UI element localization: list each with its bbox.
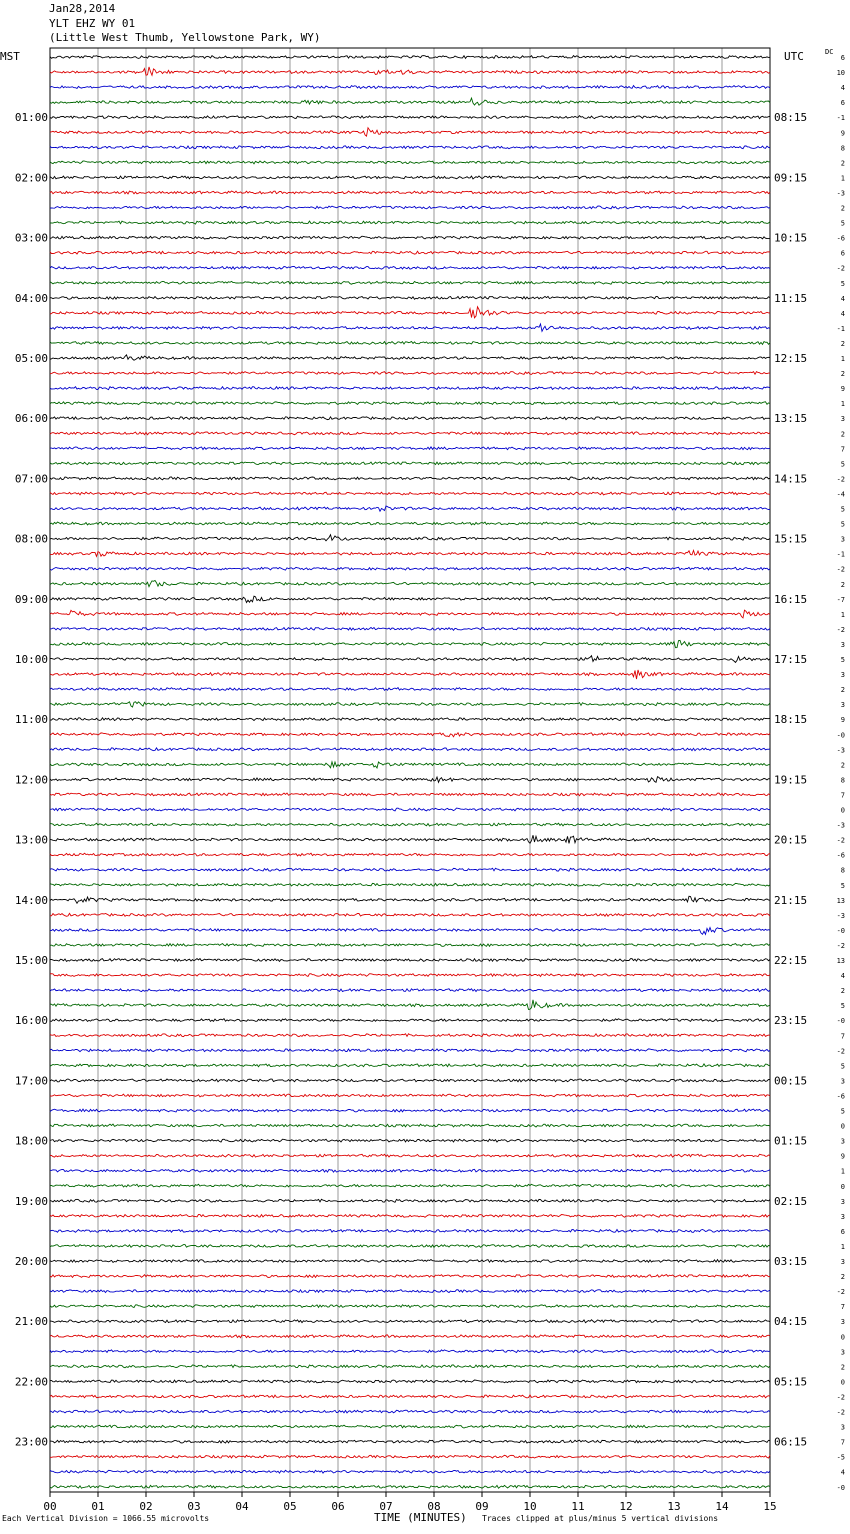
dc-offset-label: -0 [836, 731, 845, 740]
dc-offset-label: 13 [836, 896, 845, 905]
utc-hour-label: 03:15 [774, 1255, 808, 1268]
dc-offset-label: 2 [840, 370, 845, 379]
dc-offset-label: -6 [836, 234, 845, 243]
mst-hour-label: 03:00 [14, 231, 48, 245]
trace-45 [50, 733, 770, 737]
utc-hour-label: 06:15 [774, 1435, 808, 1449]
dc-offset-label: 1 [840, 610, 845, 619]
utc-hour-label: 21:15 [774, 893, 808, 907]
dc-offset-label: 4 [840, 972, 845, 981]
dc-offset-label: 1 [840, 1242, 845, 1251]
utc-hour-label: 15:15 [774, 532, 808, 546]
utc-hour-label: 16:15 [774, 592, 808, 606]
x-tick-label-02: 02 [139, 1500, 153, 1513]
dc-offset-label: -1 [836, 550, 845, 559]
trace-87 [50, 1365, 770, 1368]
mst-hour-label: 23:00 [14, 1435, 48, 1449]
dc-offset-label: 3 [840, 1423, 845, 1432]
trace-90 [50, 1410, 770, 1413]
header-station: YLT EHZ WY 01 [49, 16, 136, 30]
dc-offset-label: -3 [836, 746, 845, 755]
x-tick-label-01: 01 [91, 1500, 105, 1513]
dc-offset-label: 3 [840, 671, 845, 680]
trace-24 [50, 417, 770, 420]
dc-offset-label: 0 [840, 1333, 845, 1342]
trace-22 [50, 387, 770, 390]
utc-hour-label: 09:15 [774, 171, 808, 185]
trace-80 [50, 1260, 770, 1263]
trace-40 [50, 656, 770, 663]
dc-offset-label: -2 [836, 264, 845, 273]
trace-8 [50, 176, 770, 179]
dc-offset-label: 3 [840, 1348, 845, 1357]
mst-hour-label: 08:00 [14, 532, 48, 546]
dc-offset-label: -2 [836, 475, 845, 484]
dc-offset-label: 9 [840, 1152, 845, 1161]
dc-offset-label: 6 [840, 54, 845, 62]
trace-58 [50, 928, 770, 935]
scale-note: Each Vertical Division = 1066.55 microvolts [2, 1514, 210, 1523]
dc-offset-label: -2 [836, 1393, 845, 1402]
trace-93 [50, 1455, 770, 1458]
trace-18 [50, 324, 770, 331]
utc-hour-labels [774, 111, 807, 1448]
trace-36 [50, 596, 770, 602]
clip-note: Traces clipped at plus/minus 5 vertical divisions [482, 1514, 719, 1523]
x-tick-label-03: 03 [187, 1500, 201, 1513]
dc-offset-label: 3 [840, 1077, 845, 1086]
dc-label: DC [825, 48, 834, 56]
trace-92 [50, 1440, 770, 1443]
dc-offset-label: 5 [840, 505, 845, 514]
dc-offset-label: -4 [836, 490, 845, 499]
dc-offset-label: -2 [836, 565, 845, 574]
trace-71 [50, 1124, 770, 1127]
trace-32 [50, 535, 770, 541]
utc-hour-label: 23:15 [774, 1014, 808, 1028]
utc-hour-label: 11:15 [774, 291, 808, 305]
x-tick-label-08: 08 [427, 1500, 441, 1513]
dc-offset-label: 3 [840, 415, 845, 424]
dc-offset-label: 1 [840, 174, 845, 183]
mst-hour-label: 11:00 [14, 713, 48, 727]
utc-hour-label: 08:15 [774, 111, 808, 125]
x-tick-label-13: 13 [667, 1500, 681, 1513]
dc-offset-label: -6 [836, 1092, 845, 1101]
trace-89 [50, 1395, 770, 1398]
dc-offset-label: -5 [836, 1453, 845, 1462]
dc-offset-label: -1 [836, 114, 845, 123]
dc-offset-label: 5 [840, 656, 845, 664]
x-tick-label-11: 11 [571, 1500, 585, 1513]
trace-2 [50, 86, 770, 89]
dc-offset-label: -2 [836, 1288, 845, 1297]
trace-88 [50, 1380, 770, 1383]
x-tick-label-00: 00 [43, 1500, 57, 1513]
trace-84 [50, 1320, 770, 1323]
dc-offset-label: 5 [840, 881, 845, 890]
trace-21 [50, 372, 770, 375]
dc-offset-label: 5 [840, 279, 845, 288]
trace-26 [50, 447, 770, 450]
utc-hour-label: 14:15 [774, 472, 808, 486]
mst-hour-label: 04:00 [14, 291, 48, 305]
dc-offset-label: 2 [840, 204, 845, 213]
trace-38 [50, 628, 770, 631]
dc-offset-label: 9 [840, 129, 845, 138]
mst-hour-label: 19:00 [14, 1194, 48, 1208]
dc-offset-label: 9 [840, 385, 845, 394]
dc-offset-label: 1 [840, 355, 845, 363]
seismic-traces [50, 56, 770, 1489]
mst-hour-label: 10:00 [14, 653, 48, 666]
x-axis-title: TIME (MINUTES) [374, 1511, 467, 1524]
mst-hour-label: 09:00 [14, 592, 48, 606]
dc-offset-label: -3 [836, 911, 845, 920]
mst-hour-label: 06:00 [14, 412, 48, 426]
utc-hour-label: 10:15 [774, 231, 808, 245]
dc-offset-label: 0 [840, 1182, 845, 1191]
dc-offset-label: 13 [836, 957, 845, 965]
dc-offset-label: 6 [840, 249, 845, 258]
trace-17 [50, 307, 770, 318]
trace-76 [50, 1199, 770, 1202]
dc-offset-label: 3 [840, 640, 845, 649]
dc-offset-label: 2 [840, 1273, 845, 1282]
trace-65 [50, 1034, 770, 1037]
trace-42 [50, 688, 770, 691]
trace-43 [50, 702, 770, 707]
trace-61 [50, 974, 770, 977]
trace-44 [50, 718, 770, 721]
trace-82 [50, 1290, 770, 1293]
trace-78 [50, 1230, 770, 1233]
dc-offset-label: 6 [840, 1227, 845, 1236]
dc-offset-label: 5 [840, 520, 845, 529]
dc-offset-label: 2 [840, 761, 845, 770]
dc-offset-label: 1 [840, 1167, 845, 1176]
trace-91 [50, 1425, 770, 1428]
dc-offset-label: 3 [840, 1318, 845, 1327]
trace-15 [50, 281, 770, 284]
trace-20 [50, 355, 770, 360]
dc-offset-label: 0 [840, 806, 845, 815]
dc-offset-label: -3 [836, 189, 845, 198]
trace-47 [50, 762, 770, 768]
trace-79 [50, 1245, 770, 1248]
dc-offset-label: -0 [836, 1483, 845, 1492]
dc-offset-label: 8 [840, 144, 845, 153]
trace-59 [50, 944, 770, 947]
mst-hour-label: 12:00 [14, 773, 48, 787]
trace-63 [50, 1000, 770, 1010]
trace-64 [50, 1019, 770, 1022]
trace-31 [50, 522, 770, 525]
dc-offset-label: 2 [840, 580, 845, 589]
trace-72 [50, 1139, 770, 1142]
dc-offset-label: -2 [836, 1047, 845, 1056]
mst-hour-label: 22:00 [14, 1375, 48, 1389]
trace-9 [50, 191, 770, 194]
mst-label: MST [0, 50, 20, 63]
mst-hour-label: 14:00 [14, 893, 48, 907]
dc-offset-label: 3 [840, 1137, 845, 1146]
utc-hour-label: 22:15 [774, 954, 808, 967]
dc-offset-label: 7 [840, 445, 845, 454]
dc-offset-label: 3 [840, 1197, 845, 1206]
utc-hour-label: 01:15 [774, 1134, 808, 1148]
trace-3 [50, 98, 770, 105]
dc-offset-label: 4 [840, 294, 845, 303]
trace-6 [50, 146, 770, 149]
trace-54 [50, 868, 770, 871]
mst-hour-label: 18:00 [14, 1134, 48, 1148]
dc-offset-label: 0 [840, 1378, 845, 1387]
trace-48 [50, 777, 770, 783]
trace-27 [50, 462, 770, 465]
trace-10 [50, 206, 770, 209]
trace-66 [50, 1049, 770, 1052]
x-tick-label-07: 07 [379, 1500, 393, 1513]
dc-offset-label: -2 [836, 1408, 845, 1417]
mst-hour-label: 07:00 [14, 472, 48, 486]
x-tick-label-15: 15 [763, 1500, 777, 1513]
mst-hour-label: 21:00 [14, 1315, 48, 1329]
trace-1 [50, 67, 770, 75]
trace-67 [50, 1064, 770, 1067]
trace-77 [50, 1215, 770, 1218]
trace-23 [50, 402, 770, 405]
utc-hour-label: 02:15 [774, 1194, 808, 1208]
trace-85 [50, 1335, 770, 1338]
dc-offset-label: -2 [836, 625, 845, 634]
x-tick-label-04: 04 [235, 1500, 249, 1513]
dc-offset-label: 8 [840, 866, 845, 875]
dc-offset-label: 3 [840, 1258, 845, 1266]
trace-39 [50, 640, 770, 647]
trace-13 [50, 251, 770, 254]
dc-offset-label: 5 [840, 219, 845, 228]
dc-offset-label: 7 [840, 1438, 845, 1447]
trace-53 [50, 853, 770, 856]
trace-95 [50, 1485, 770, 1488]
dc-offset-label: 1 [840, 400, 845, 409]
trace-28 [50, 477, 770, 480]
dc-offset-label: 2 [840, 430, 845, 439]
trace-86 [50, 1350, 770, 1353]
dc-offset-label: -6 [836, 851, 845, 860]
utc-hour-label: 17:15 [774, 653, 808, 666]
trace-51 [50, 823, 770, 826]
utc-hour-label: 00:15 [774, 1074, 808, 1088]
dc-offset-labels [837, 54, 845, 1492]
dc-offset-label: 6 [840, 99, 845, 108]
dc-offset-label: 3 [840, 701, 845, 710]
utc-hour-label: 20:15 [774, 833, 808, 847]
trace-0 [50, 56, 770, 59]
dc-offset-label: 10 [836, 69, 845, 78]
trace-14 [50, 266, 770, 269]
dc-offset-label: 4 [840, 84, 845, 93]
x-tick-label-05: 05 [283, 1500, 297, 1513]
trace-75 [50, 1184, 770, 1187]
mst-hour-label: 13:00 [14, 833, 48, 847]
trace-12 [50, 236, 770, 239]
mst-hour-label: 15:00 [14, 954, 48, 967]
utc-hour-label: 19:15 [774, 773, 808, 787]
dc-offset-label: 5 [840, 1107, 845, 1116]
trace-68 [50, 1079, 770, 1082]
dc-offset-label: 2 [840, 1363, 845, 1372]
dc-offset-label: 7 [840, 1032, 845, 1041]
dc-offset-label: -2 [836, 836, 845, 845]
dc-offset-label: 4 [840, 309, 845, 318]
x-tick-label-09: 09 [475, 1500, 489, 1513]
dc-offset-label: -0 [836, 926, 845, 935]
trace-69 [50, 1094, 770, 1097]
dc-offset-label: -3 [836, 821, 845, 830]
trace-46 [50, 748, 770, 751]
trace-70 [50, 1109, 770, 1112]
dc-offset-label: -7 [836, 595, 845, 604]
dc-offset-label: 4 [840, 1468, 845, 1477]
mst-hour-label: 20:00 [14, 1255, 48, 1268]
utc-label: UTC [784, 50, 804, 63]
utc-hour-label: 18:15 [774, 713, 808, 727]
dc-offset-label: 2 [840, 339, 845, 348]
trace-34 [50, 567, 770, 570]
trace-29 [50, 492, 770, 495]
trace-74 [50, 1169, 770, 1172]
dc-offset-label: 5 [840, 1062, 845, 1071]
mst-hour-label: 02:00 [14, 171, 48, 185]
dc-offset-label: 5 [840, 460, 845, 469]
trace-49 [50, 793, 770, 796]
dc-offset-label: -1 [836, 324, 845, 333]
dc-offset-label: 2 [840, 159, 845, 168]
dc-offset-label: 3 [840, 1212, 845, 1221]
dc-offset-label: 0 [840, 1122, 845, 1131]
mst-hour-label: 01:00 [14, 111, 48, 125]
utc-hour-label: 04:15 [774, 1315, 808, 1329]
trace-60 [50, 959, 770, 962]
dc-offset-label: 9 [840, 716, 845, 725]
x-tick-label-14: 14 [715, 1500, 729, 1513]
trace-5 [50, 128, 770, 136]
mst-hour-label: 17:00 [14, 1074, 48, 1088]
time-axis [43, 1492, 776, 1513]
trace-62 [50, 989, 770, 992]
trace-30 [50, 506, 770, 511]
dc-offset-label: 8 [840, 776, 845, 785]
trace-41 [50, 670, 770, 679]
mst-hour-labels [15, 111, 48, 1448]
trace-35 [50, 581, 770, 587]
trace-52 [50, 835, 770, 843]
utc-hour-label: 13:15 [774, 412, 808, 426]
trace-16 [50, 296, 770, 299]
dc-offset-label: 7 [840, 1303, 845, 1312]
trace-37 [50, 610, 770, 618]
header-location: (Little West Thumb, Yellowstone Park, WY) [49, 31, 321, 44]
dc-offset-label: 2 [840, 987, 845, 996]
trace-19 [50, 342, 770, 345]
trace-81 [50, 1275, 770, 1278]
trace-56 [50, 896, 770, 903]
utc-hour-label: 05:15 [774, 1375, 808, 1389]
trace-7 [50, 161, 770, 164]
trace-57 [50, 913, 770, 916]
mst-hour-label: 16:00 [14, 1014, 48, 1028]
trace-55 [50, 883, 770, 886]
dc-offset-label: 7 [840, 791, 845, 800]
utc-hour-label: 12:15 [774, 352, 808, 365]
trace-83 [50, 1305, 770, 1308]
x-tick-label-12: 12 [619, 1500, 633, 1513]
trace-25 [50, 432, 770, 435]
dc-offset-label: 2 [840, 686, 845, 695]
trace-11 [50, 221, 770, 224]
trace-94 [50, 1470, 770, 1473]
dc-offset-label: -2 [836, 941, 845, 950]
dc-offset-label: 5 [840, 1002, 845, 1011]
trace-73 [50, 1154, 770, 1157]
x-tick-label-06: 06 [331, 1500, 345, 1513]
trace-4 [50, 116, 770, 119]
mst-hour-label: 05:00 [14, 352, 48, 365]
header-date: Jan28,2014 [49, 2, 116, 15]
dc-offset-label: 3 [840, 535, 845, 544]
trace-33 [50, 550, 770, 556]
dc-offset-label: -0 [836, 1017, 845, 1026]
trace-50 [50, 808, 770, 811]
x-tick-label-10: 10 [523, 1500, 537, 1513]
